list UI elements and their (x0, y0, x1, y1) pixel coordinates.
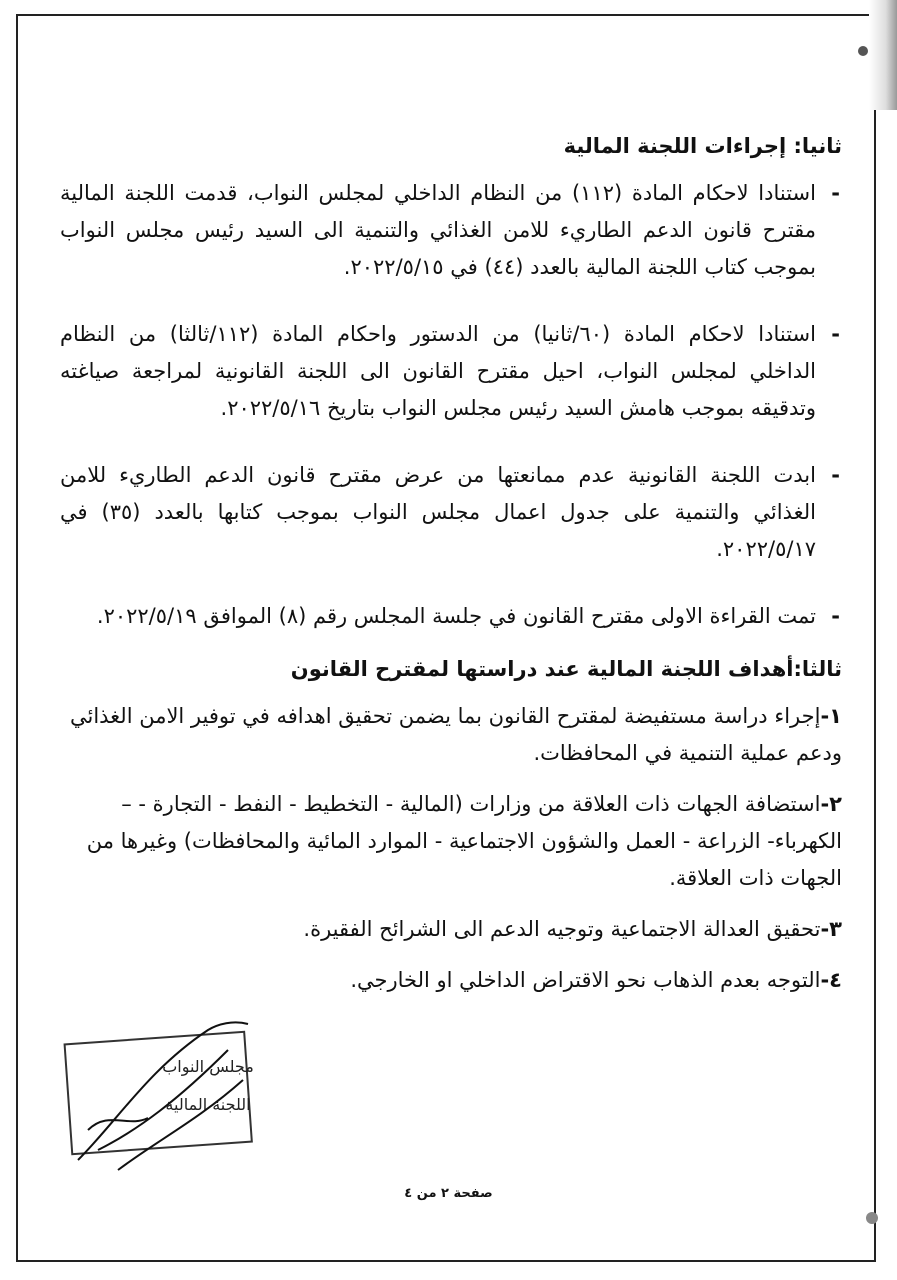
punch-hole (858, 46, 868, 56)
list-item (60, 962, 842, 999)
list-item: - تمت القراءة الاولى مقترح القانون في جلسة المجلس رقم (٨) الموافق ٢٠٢٢/٥/١٩. (60, 598, 842, 635)
item-text: استضافة الجهات ذات العلاقة من وزارات (المالية - التخطيط - النفط - التجارة - – الكهرباء- الزراعة - العمل والشؤون الاجتماعية - الموارد المائية والمحافظات) وغيرها من الجهات ذات العلاقة. (86, 792, 842, 890)
page-fold-shadow (869, 0, 897, 110)
list-item: - ابدت اللجنة القانونية عدم ممانعتها من عرض مقترح قانون الدعم الطاريء للامن الغذائي والتنمية على جدول اعمال مجلس النواب بموجب كتابها بالعدد (٣٥) في ٢٠٢٢/٥/١٧. (60, 457, 842, 568)
item-number: ٢- (820, 792, 842, 816)
stamp-line-1: مجلس النواب (162, 1057, 254, 1076)
list-item (60, 698, 842, 772)
item-number: ٤- (820, 968, 842, 992)
committee-stamp-signature (58, 1010, 268, 1180)
list-item: - استنادا لاحكام المادة (١١٢) من النظام الداخلي لمجلس النواب، قدمت اللجنة المالية مقترح قانون الدعم الطاريء للامن الغذائي والتنمية الى السيد رئيس مجلس النواب بموجب كتاب اللجنة المالية بالعدد (٤٤) في ٢٠٢٢/٥/١٥. (60, 175, 842, 286)
item-text: إجراء دراسة مستفيضة لمقترح القانون بما يضمن تحقيق اهدافه في توفير الامن الغذائي ودعم عملية التنمية في المحافظات. (69, 704, 842, 765)
list-item (60, 786, 842, 897)
item-number: ١- (820, 704, 842, 728)
item-number: ٣- (820, 917, 842, 941)
section-3-title: ثالثا:أهداف اللجنة المالية عند دراستها لمقترح القانون (290, 657, 842, 681)
document-body (60, 128, 842, 1148)
section-2-title: ثانيا: إجراءات اللجنة المالية (563, 134, 842, 158)
page-number: صفحة ٢ من ٤ (404, 1186, 493, 1201)
item-text: التوجه بعدم الذهاب نحو الاقتراض الداخلي او الخارجي. (350, 968, 821, 992)
punch-hole (866, 1212, 878, 1224)
item-text: تحقيق العدالة الاجتماعية وتوجيه الدعم الى الشرائح الفقيرة. (303, 917, 821, 941)
section-3-list (60, 698, 842, 999)
section-2-list (60, 175, 842, 635)
stamp-line-2: اللجنة المالية (165, 1095, 251, 1114)
list-item: - استنادا لاحكام المادة (٦٠/ثانيا) من الدستور واحكام المادة (١١٢/ثالثا) من النظام الداخلي لمجلس النواب، احيل مقترح القانون الى اللجنة القانونية لمراجعة صياغته وتدقيقه بموجب هامش السيد رئيس مجلس النواب بتاريخ ٢٠٢٢/٥/١٦. (60, 316, 842, 427)
list-item (60, 911, 842, 948)
